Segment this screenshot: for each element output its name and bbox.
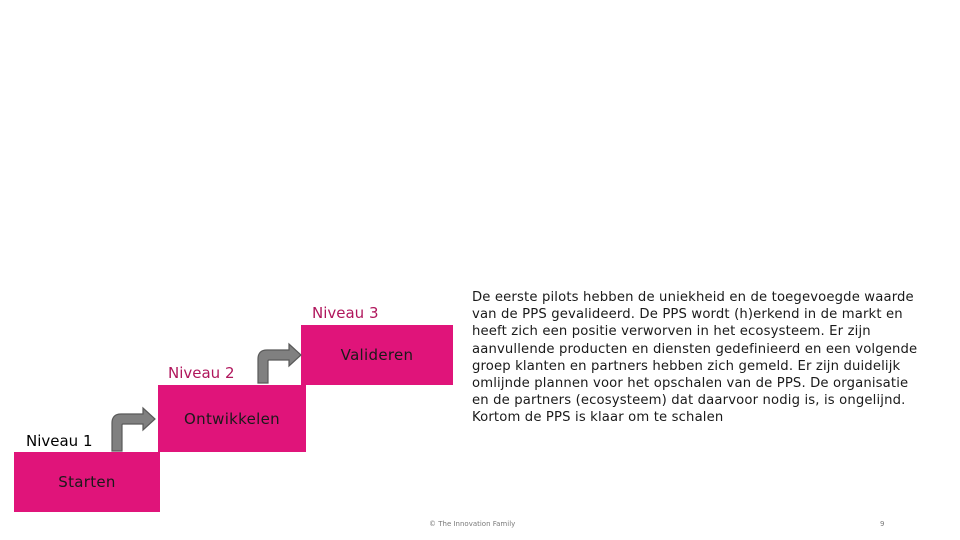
footer-copyright: © The Innovation Family (429, 520, 516, 528)
step-ontwikkelen (158, 385, 306, 452)
level-2-label: Niveau 2 (168, 364, 235, 382)
step-valideren (301, 325, 453, 385)
step-ontwikkelen-label: Ontwikkelen (184, 409, 280, 428)
level-1-label: Niveau 1 (26, 432, 93, 450)
bent-arrow-up-right-icon (256, 342, 304, 384)
step-starten-label: Starten (58, 473, 116, 491)
bent-arrow-up-right-icon (110, 406, 158, 452)
level-description: De eerste pilots hebben de uniekheid en de toegevoegde waarde van de PPS gevalideerd. De PPS wordt (h)erkend in de markt en heeft zich een positie verworven in het ecosysteem. Er zijn aanvullende producten en diensten gedefinieerd en een volgende groep klanten en partners hebben zich gemeld. Er zijn duidelijk omlijnde plannen voor het opschalen van de PPS. De organisatie en de partners (ecosysteem) dat daarvoor nodig is, is ongelijnd. Kortom de PPS is klaar om te schalen (472, 290, 918, 426)
step-valideren-label: Valideren (340, 346, 414, 364)
page-number: 9 (880, 520, 885, 528)
step-starten (14, 452, 160, 512)
level-3-label: Niveau 3 (312, 304, 379, 322)
